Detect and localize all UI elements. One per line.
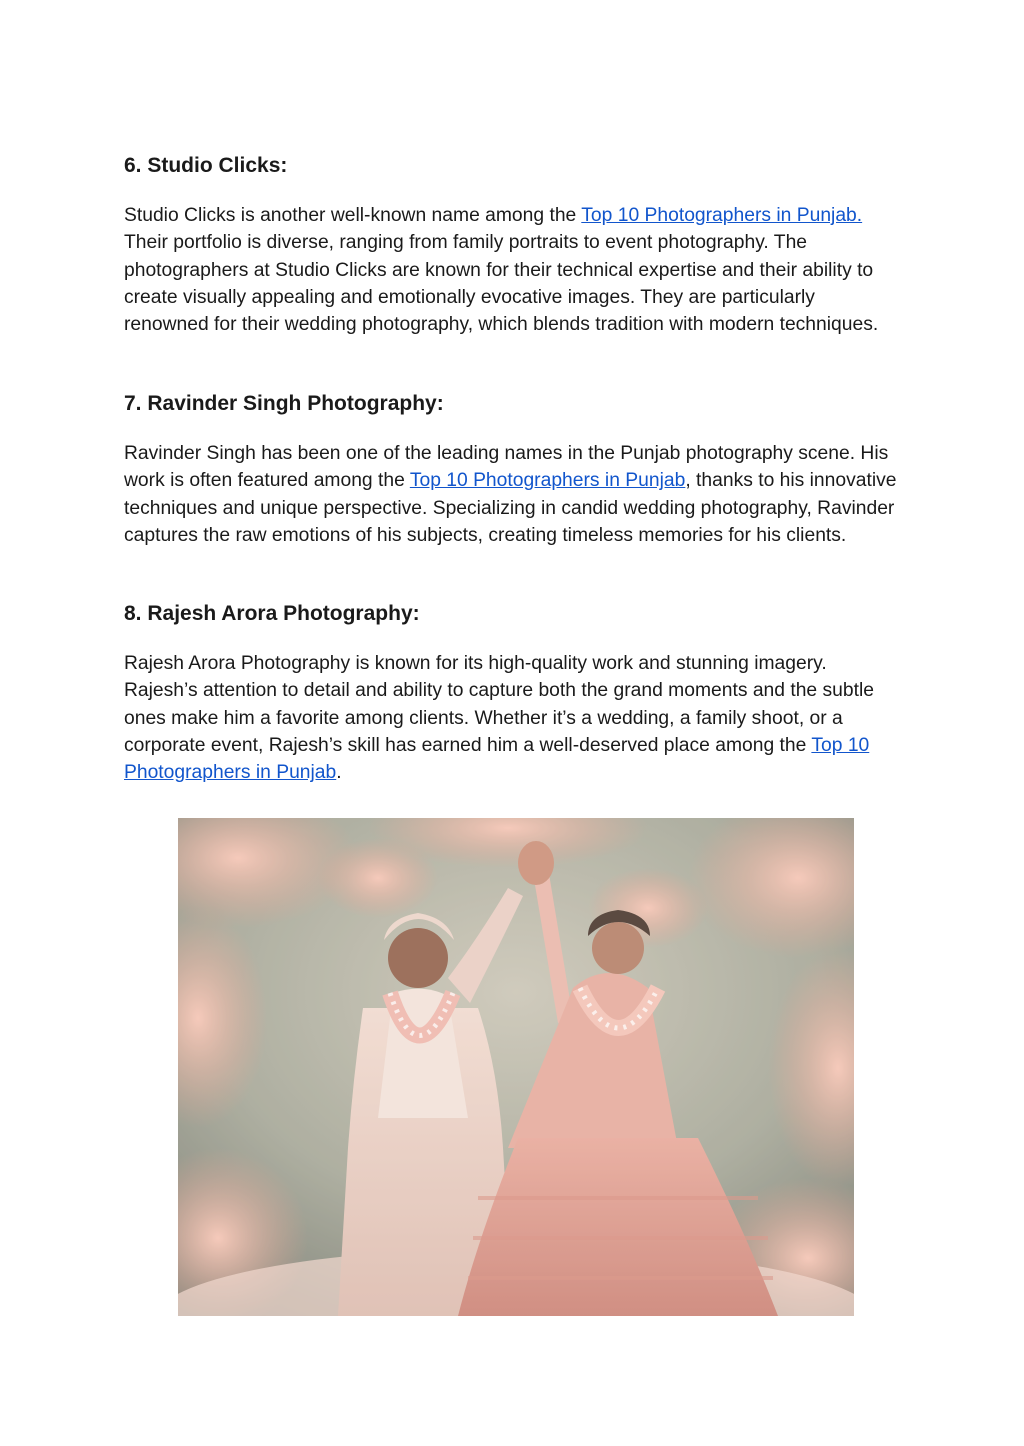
paragraph-text: , thanks to his innovative techniques and unique perspective. Specializing in candid wedding photography, Ravinder captures the raw emotions of his subjects, creating timeless memories for his clients. [124, 470, 897, 546]
top10-link[interactable]: Top 10 Photographers in Punjab. [581, 205, 863, 226]
paragraph-text: Studio Clicks is another well-known name among the [124, 205, 582, 226]
paragraph-studio-clicks [124, 202, 904, 338]
paragraph-ravinder-singh [124, 440, 904, 549]
paragraph-text: . [336, 762, 342, 784]
wedding-photo [178, 818, 854, 1316]
heading-rajesh-arora: 8. Rajesh Arora Photography: [124, 602, 420, 625]
top10-link[interactable]: Top 10 Photographers in Punjab [409, 470, 686, 492]
paragraph-rajesh-arora [124, 650, 904, 786]
heading-studio-clicks: 6. Studio Clicks: [124, 154, 288, 177]
paragraph-text: Rajesh Arora Photography is known for its high-quality work and stunning imagery. Rajesh’s attention to detail and ability to capture both the grand moments and the subtle ones make him a favorite among clients. Whether it’s a wedding, a family shoot, or a corporate event, Rajesh’s skill has earned him a well-deserved place among the [124, 653, 874, 756]
paragraph-text: Ravinder Singh has been one of the leading names in the Punjab photography scene. His work is often featured among the [124, 443, 889, 492]
top10-link[interactable]: Top 10 Photographers in Punjab [124, 734, 870, 784]
paragraph-text: Their portfolio is diverse, ranging from family portraits to event photography. The photographers at Studio Clicks are known for their technical expertise and their ability to create visually appealing and emotionally evocative images. They are particularly renowned for their wedding photography, which blends tradition with modern techniques. [124, 232, 879, 336]
heading-ravinder-singh: 7. Ravinder Singh Photography: [124, 392, 444, 415]
wedding-photo-illustration [178, 818, 854, 1316]
